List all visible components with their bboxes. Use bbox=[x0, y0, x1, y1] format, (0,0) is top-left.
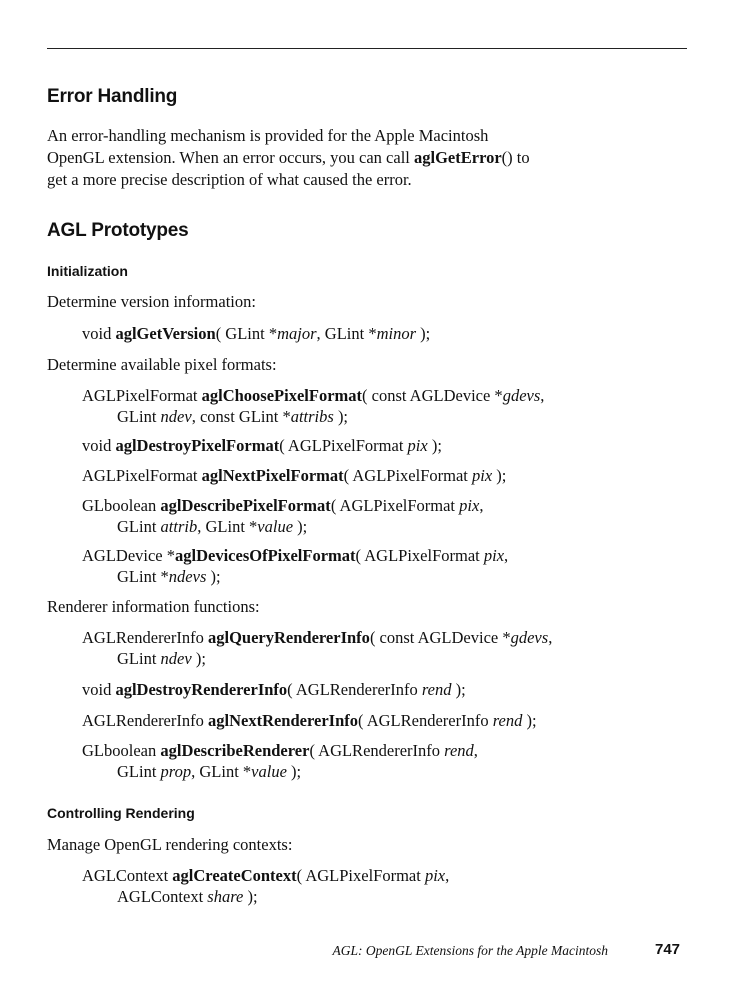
func-name: aglGetError bbox=[414, 148, 502, 167]
para-line-3: get a more precise description of what caused the error. bbox=[47, 170, 412, 189]
proto-aglNextPixelFormat: AGLPixelFormat aglNextPixelFormat( AGLPixelFormat pix ); bbox=[82, 466, 507, 485]
proto-aglCreateContext: AGLContext aglCreateContext( AGLPixelFormat pix, bbox=[82, 866, 450, 885]
intro-version: Determine version information: bbox=[47, 292, 256, 311]
proto-aglGetVersion: void aglGetVersion( GLint *major, GLint *minor ); bbox=[82, 324, 431, 343]
intro-renderer: Renderer information functions: bbox=[47, 597, 260, 616]
page-number: 747 bbox=[655, 941, 681, 958]
proto-aglDestroyPixelFormat: void aglDestroyPixelFormat( AGLPixelFormat pix ); bbox=[82, 436, 442, 455]
proto-aglChoosePixelFormat: AGLPixelFormat aglChoosePixelFormat( const AGLDevice *gdevs, bbox=[82, 386, 545, 405]
proto-aglDescribeRenderer-cont: GLint prop, GLint *value ); bbox=[117, 762, 302, 781]
para-text: () to bbox=[501, 148, 530, 167]
proto-aglDevicesOfPixelFormat: AGLDevice *aglDevicesOfPixelFormat( AGLPixelFormat pix, bbox=[82, 546, 509, 565]
subheading-initialization: Initialization bbox=[47, 263, 128, 279]
error-handling-paragraph bbox=[47, 125, 627, 191]
heading-agl-prototypes: AGL Prototypes bbox=[47, 220, 189, 241]
para-text: OpenGL extension. When an error occurs, you can call bbox=[47, 148, 414, 167]
top-rule bbox=[47, 48, 687, 49]
proto-aglDestroyRendererInfo: void aglDestroyRendererInfo( AGLRendererInfo rend ); bbox=[82, 680, 466, 699]
proto-aglDescribeRenderer: GLboolean aglDescribeRenderer( AGLRendererInfo rend, bbox=[82, 741, 478, 760]
proto-aglNextRendererInfo: AGLRendererInfo aglNextRendererInfo( AGLRendererInfo rend ); bbox=[82, 711, 537, 730]
footer-title: AGL: OpenGL Extensions for the Apple Macintosh bbox=[332, 943, 608, 958]
intro-contexts: Manage OpenGL rendering contexts: bbox=[47, 835, 293, 854]
proto-aglDevicesOfPixelFormat-cont: GLint *ndevs ); bbox=[117, 567, 221, 586]
proto-aglChoosePixelFormat-cont: GLint ndev, const GLint *attribs ); bbox=[117, 407, 349, 426]
para-line-2 bbox=[47, 147, 627, 169]
proto-aglQueryRendererInfo: AGLRendererInfo aglQueryRendererInfo( const AGLDevice *gdevs, bbox=[82, 628, 553, 647]
proto-aglDescribePixelFormat-cont: GLint attrib, GLint *value ); bbox=[117, 517, 308, 536]
intro-pixel-formats: Determine available pixel formats: bbox=[47, 355, 277, 374]
heading-error-handling: Error Handling bbox=[47, 86, 178, 107]
subheading-controlling-rendering: Controlling Rendering bbox=[47, 805, 195, 821]
proto-aglCreateContext-cont: AGLContext share ); bbox=[117, 887, 258, 906]
proto-aglQueryRendererInfo-cont: GLint ndev ); bbox=[117, 649, 206, 668]
para-line-1: An error-handling mechanism is provided for the Apple Macintosh bbox=[47, 126, 489, 145]
proto-aglDescribePixelFormat: GLboolean aglDescribePixelFormat( AGLPixelFormat pix, bbox=[82, 496, 484, 515]
